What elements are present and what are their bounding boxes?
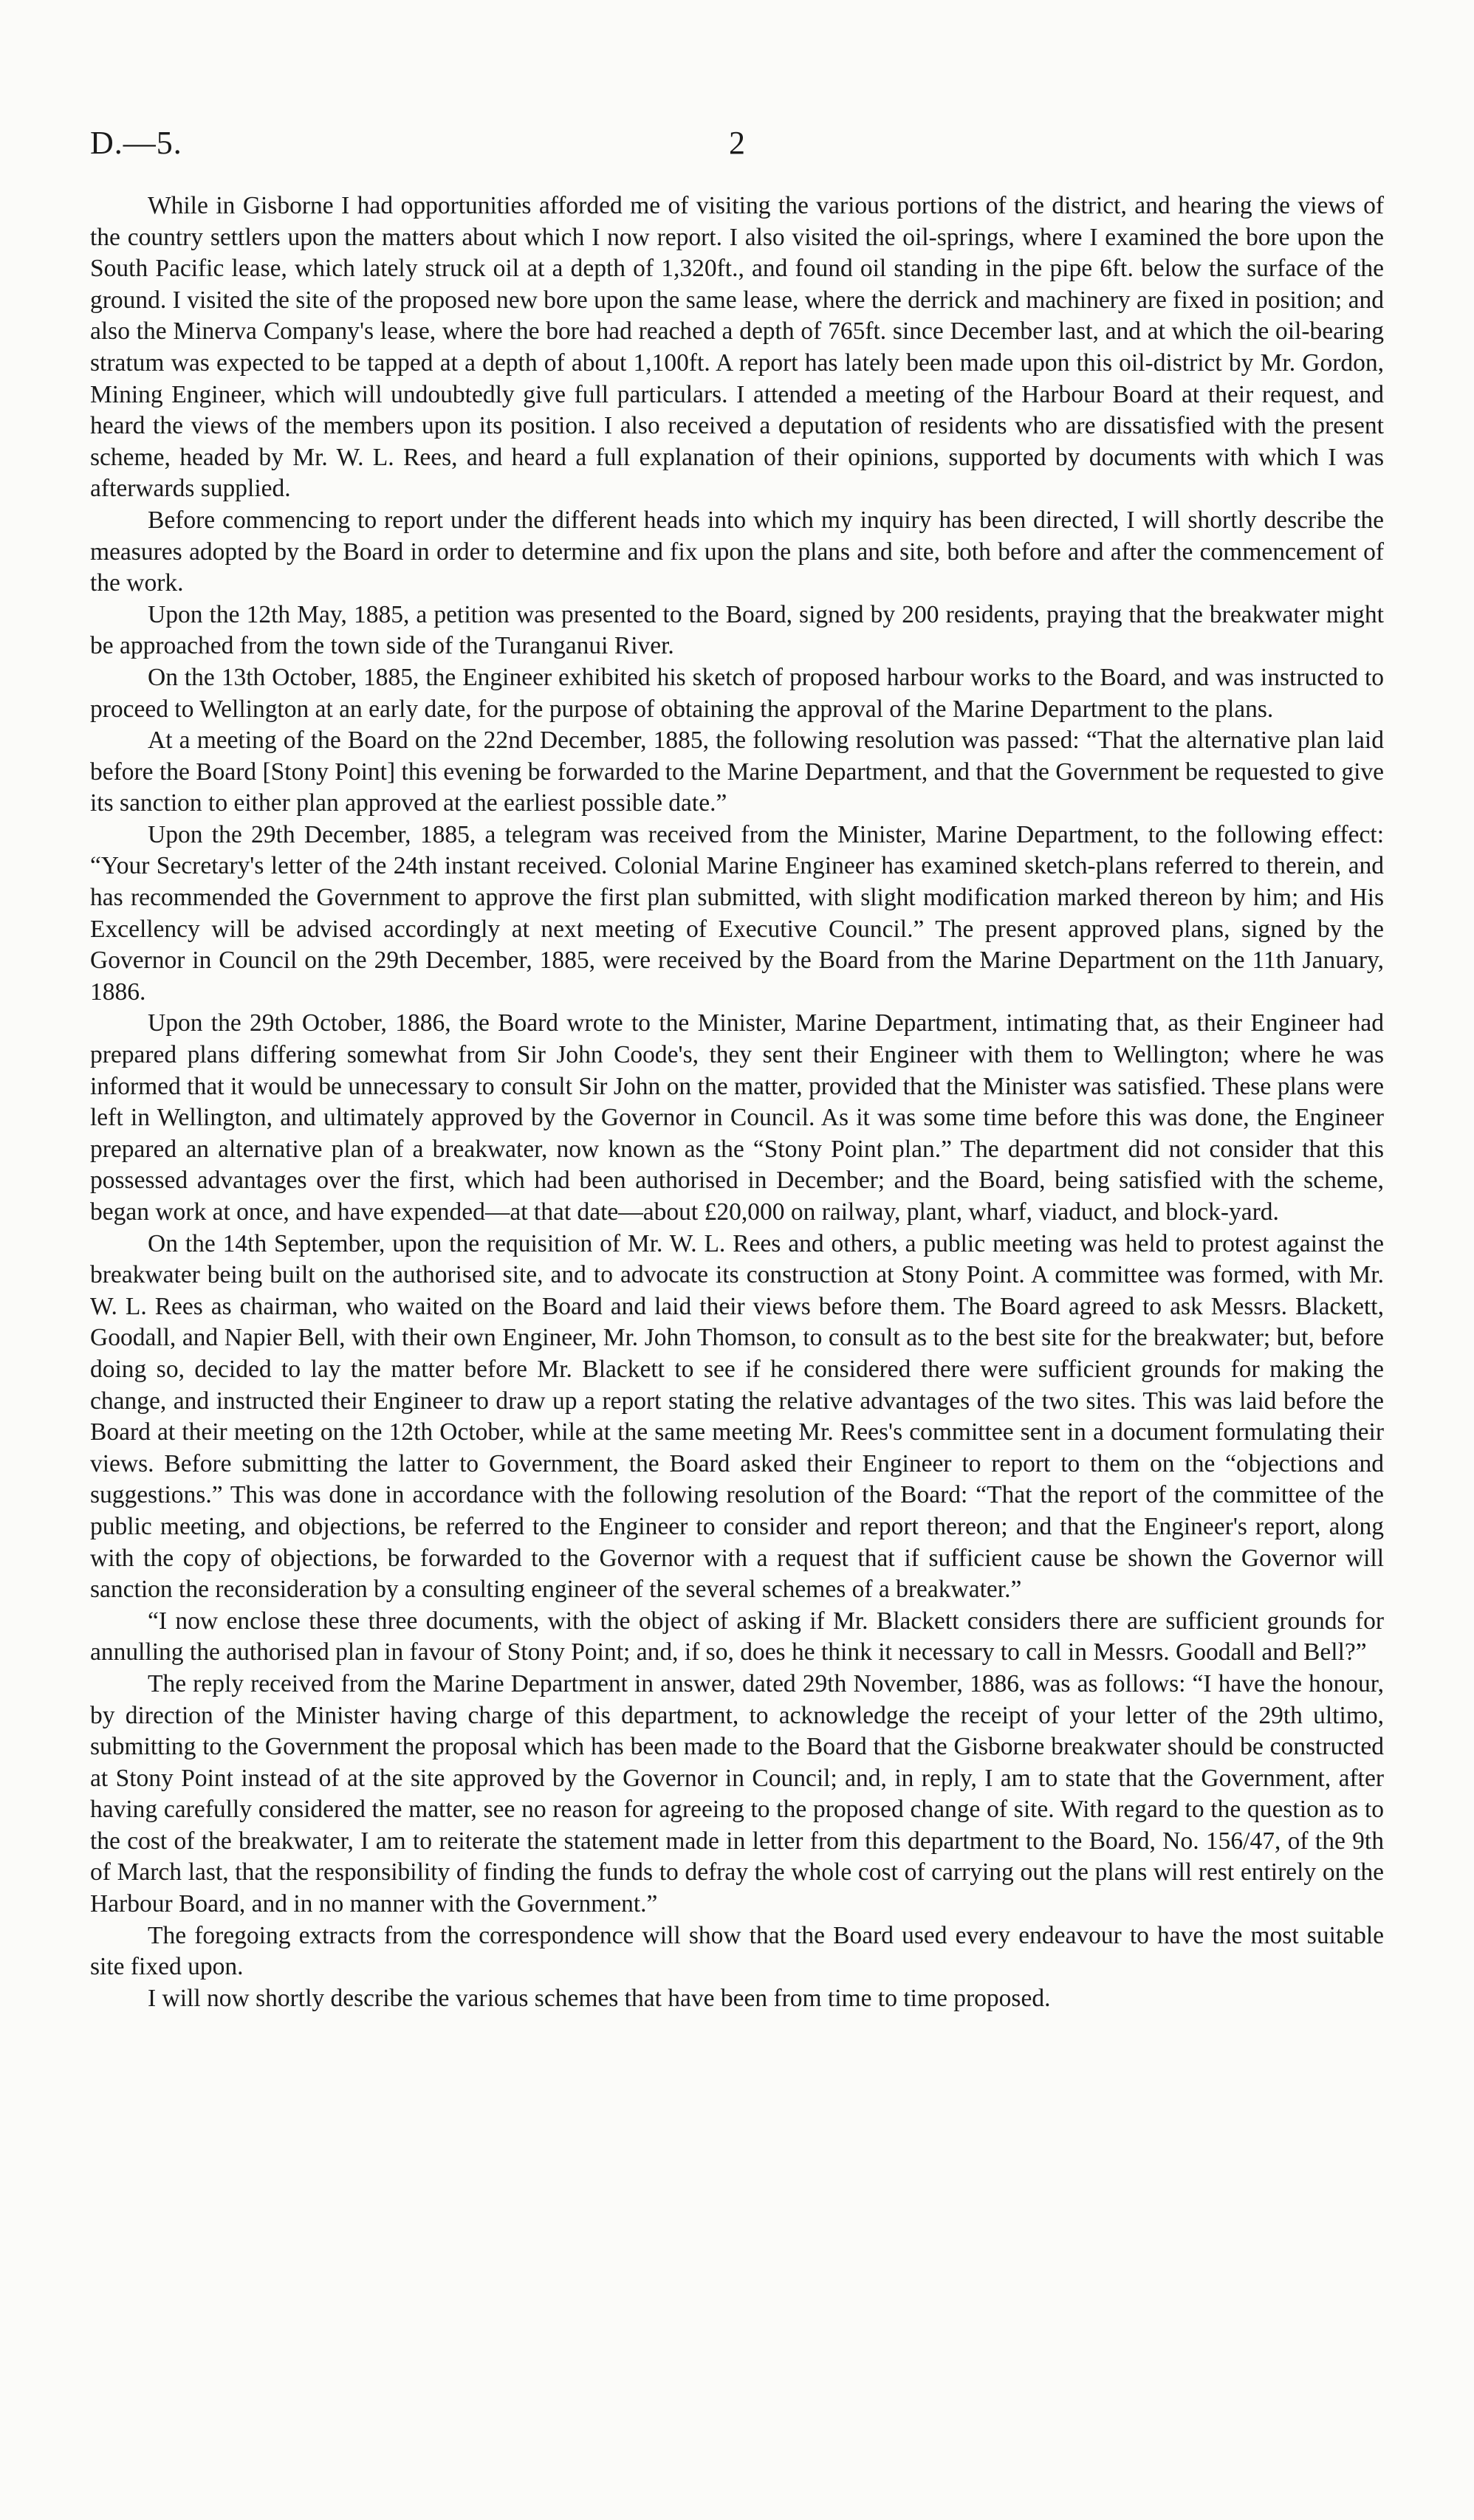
paragraph-enclose-documents: “I now enclose these three documents, with the object of asking if Mr. Blackett considers there are sufficient grounds for annulling the authorised plan in favour of Stony Point; and, if so, does he think it necessary to call in Messrs. Goodall and Bell?” [90, 1607, 1384, 1666]
paragraph-before-commencing: Before commencing to report under the different heads into which my inquiry has been directed, I will shortly describe the measures adopted by the Board in order to determine and fix upon the plans and site, both before and after the commencement of the work. [90, 506, 1384, 597]
report-body [90, 190, 1384, 2014]
paragraph-board-resolution: At a meeting of the Board on the 22nd December, 1885, the following resolution was passed: “That the alternative plan laid before the Board [Stony Point] this evening be forwarded to the Marine Department, and that the Government be requested to give its sanction to either plan approved at the earliest possible date.” [90, 727, 1384, 817]
page-number: 2 [729, 125, 745, 161]
paragraph-petition: Upon the 12th May, 1885, a petition was presented to the Board, signed by 200 residents, praying that the breakwater might be approached from the town side of the Turanganui River. [90, 600, 1384, 660]
paragraph-engineer-sketch: On the 13th October, 1885, the Engineer exhibited his sketch of proposed harbour works to the Board, and was instructed to proceed to Wellington at an early date, for the purpose of obtaining the approval of the Marine Department to the plans. [90, 663, 1384, 723]
paragraph-board-wrote: Upon the 29th October, 1886, the Board wrote to the Minister, Marine Department, intimating that, as their Engineer had prepared plans differing somewhat from Sir John Coode's, they sent their Engineer with them to Wellington; where he was informed that it would be unnecessary to consult Sir John on the matter, provided that the Minister was satisfied. These plans were left in Wellington, and ultimately approved by the Governor in Council. As it was some time before this was done, the Engineer prepared an alternative plan of a breakwater, now known as the “Stony Point plan.” The department did not consider that this possessed advantages over the first, which had been authorised in December; and the Board, being satisfied with the scheme, began work at once, and have expended—at that date—about £20,000 on railway, plant, wharf, viaduct, and block-yard. [90, 1009, 1384, 1226]
paragraph-foregoing-extracts: The foregoing extracts from the correspondence will show that the Board used every endeavour to have the most suitable site fixed upon. [90, 1921, 1384, 1981]
paragraph-visit-gisborne: While in Gisborne I had opportunities afforded me of visiting the various portions of the district, and hearing the views of the country settlers upon the matters about which I now report. I also visited the oil-springs, where I examined the bore upon the South Pacific lease, which lately struck oil at a depth of 1,320ft., and found oil standing in the pipe 6ft. below the surface of the ground. I visited the site of the proposed new bore upon the same lease, where the derrick and machinery are fixed in position; and also the Minerva Company's lease, where the bore had reached a depth of 765ft. since December last, and at which the oil-bearing stratum was expected to be tapped at a depth of about 1,100ft. A report has lately been made upon this oil-district by Mr. Gordon, Mining Engineer, which will undoubtedly give full particulars. I attended a meeting of the Harbour Board at their request, and heard the views of the members upon its position. I also received a deputation of residents who are dissatisfied with the present scheme, headed by Mr. W. L. Rees, and heard a full explanation of their opinions, supported by documents with which I was afterwards supplied. [90, 192, 1384, 503]
paragraph-marine-reply: The reply received from the Marine Department in answer, dated 29th November, 1886, was as follows: “I have the honour, by direction of the Minister having charge of this department, to acknowledge the receipt of your letter of the 29th ultimo, submitting to the Government the proposal which has been made to the Board that the Gisborne breakwater should be constructed at Stony Point instead of at the site approved by the Governor in Council; and, in reply, I am to state that the Government, after having carefully considered the matter, see no reason for agreeing to the proposed change of site. With regard to the question as to the cost of the breakwater, I am to reiterate the statement made in letter from this department to the Board, No. 156/47, of the 9th of March last, that the responsibility of finding the funds to defray the whole cost of carrying out the plans will rest entirely on the Harbour Board, and in no manner with the Government.” [90, 1669, 1384, 1918]
paragraph-various-schemes: I will now shortly describe the various schemes that have been from time to time proposed. [148, 1984, 1051, 2012]
document-reference: D.—5. [90, 125, 182, 161]
paragraph-telegram: Upon the 29th December, 1885, a telegram was received from the Minister, Marine Department, to the following effect: “Your Secretary's letter of the 24th instant received. Colonial Marine Engineer has examined sketch-plans referred to therein, and has recommended the Government to approve the first plan submitted, with slight modification marked thereon by him; and His Excellency will be advised accordingly at next meeting of Executive Council.” The present approved plans, signed by the Governor in Council on the 29th December, 1885, were received by the Board from the Marine Department on the 11th January, 1886. [90, 820, 1384, 1006]
paragraph-public-meeting: On the 14th September, upon the requisition of Mr. W. L. Rees and others, a public meeting was held to protest against the breakwater being built on the authorised site, and to advocate its construction at Stony Point. A committee was formed, with Mr. W. L. Rees as chairman, who waited on the Board and laid their views before them. The Board agreed to ask Messrs. Blackett, Goodall, and Napier Bell, with their own Engineer, Mr. John Thomson, to consult as to the best site for the breakwater; but, before doing so, decided to lay the matter before Mr. Blackett to see if he considered there were sufficient grounds for making the change, and instructed their Engineer to draw up a report stating the relative advantages of the two sites. This was laid before the Board at their meeting on the 12th October, while at the same meeting Mr. Rees's committee sent in a document formulating their views. Before submitting the latter to Government, the Board asked their Engineer to report to them on the “objections and suggestions.” This was done in accordance with the following resolution of the Board: “That the report of the committee of the public meeting, and objections, be referred to the Engineer to consider and report thereon; and that the Engineer's report, along with the copy of objections, be forwarded to the Governor with a request that if sufficient cause be shown the Governor will sanction the reconsideration by a consulting engineer of the several schemes of a breakwater.” [90, 1229, 1384, 1604]
page-header [90, 124, 1384, 168]
